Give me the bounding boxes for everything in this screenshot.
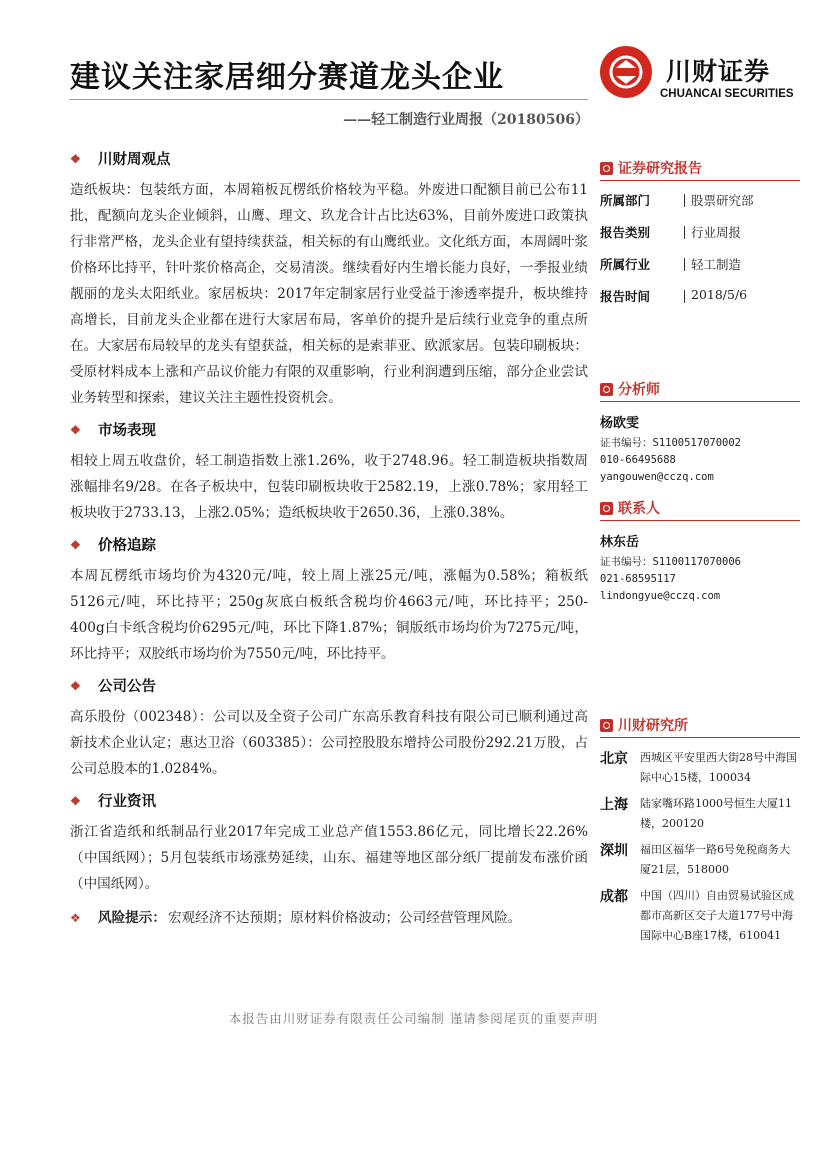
office-shanghai bbox=[600, 794, 800, 834]
office-beijing bbox=[600, 748, 800, 788]
contact-name: 林东岳 bbox=[600, 535, 640, 550]
office-address: 陆家嘴环路1000号恒生大厦11楼，200120 bbox=[640, 797, 792, 830]
info-value: 轻工制造 bbox=[691, 257, 742, 272]
main-content bbox=[70, 148, 588, 931]
office-shenzhen bbox=[600, 840, 800, 880]
analyst-email[interactable]: yangouwen@cczq.com bbox=[600, 471, 714, 483]
logo-chinese-name: 川财证券 bbox=[666, 57, 771, 86]
logo-english-name: CHUANCAI SECURITIES bbox=[660, 88, 794, 100]
office-address: 中国（四川）自由贸易试验区成都市高新区交子大道177号中海国际中心B座17楼，610041 bbox=[640, 889, 794, 942]
risk-text: 宏观经济不达预期；原材料价格波动；公司经营管理风险。 bbox=[167, 910, 522, 926]
section-market-title: 市场表现 bbox=[98, 422, 156, 439]
institute-title: 川财研究所 bbox=[618, 718, 688, 734]
section-view-title: 川财周观点 bbox=[98, 151, 171, 168]
section-company-heading bbox=[70, 675, 588, 696]
analyst-title: 分析师 bbox=[618, 382, 660, 398]
office-city: 深圳 bbox=[600, 843, 628, 859]
diamond-bullet-icon: ❖ bbox=[70, 151, 81, 166]
office-address: 福田区福华一路6号免税商务大厦21层，518000 bbox=[640, 843, 790, 876]
analyst-heading bbox=[600, 379, 800, 402]
section-market-text: 相较上周五收盘价，轻工制造指数上涨1.26%，收于2748.96。轻工制造板块指数周涨幅排名9/28。在各子板块中，包装印刷板块收于2582.19，上涨0.78%；家用轻工板块收于2733.13，上涨2.05%；造纸板块收于2650.36，上涨0.38%。 bbox=[70, 453, 588, 521]
logo-mark-icon bbox=[600, 46, 652, 98]
company-logo bbox=[600, 46, 800, 106]
section-industry-text: 浙江省造纸和纸制品行业2017年完成工业总产值1553.86亿元，同比增长22.26%（中国纸网）；5月包装纸市场涨势延续，山东、福建等地区部分纸厂提前发布涨价函（中国纸网）。 bbox=[70, 824, 588, 892]
section-price-heading bbox=[70, 534, 588, 555]
office-city: 北京 bbox=[600, 751, 628, 767]
analyst-name: 杨欧雯 bbox=[600, 416, 640, 431]
section-marker-icon bbox=[600, 719, 613, 732]
section-price-title: 价格追踪 bbox=[98, 537, 156, 554]
section-market-heading bbox=[70, 419, 588, 440]
info-label: 报告类别 bbox=[600, 225, 651, 240]
diamond-bullet-icon: ❖ bbox=[70, 537, 81, 552]
info-label: 所属部门 bbox=[600, 193, 651, 208]
institute-heading bbox=[600, 715, 800, 738]
analyst-cert: 证书编号：S1100517070002 bbox=[600, 437, 742, 449]
info-value: 行业周报 bbox=[691, 225, 742, 240]
sidebar bbox=[600, 158, 800, 952]
office-chengdu bbox=[600, 886, 800, 946]
contact-title: 联系人 bbox=[618, 501, 660, 517]
section-price-text: 本周瓦楞纸市场均价为4320元/吨，较上周上涨25元/吨，涨幅为0.58%；箱板纸5126元/吨，环比持平；250g灰底白板纸含税均价4663元/吨，环比持平；250-400g白卡纸含税均价6295元/吨，环比下降1.87%；铜版纸市场均价为7275元/吨，环比持平；双胶纸市场均价为7550元/吨，环比持平。 bbox=[70, 568, 588, 662]
contact-email[interactable]: lindongyue@cczq.com bbox=[600, 590, 721, 602]
risk-warning bbox=[70, 905, 588, 931]
report-subtitle: ——轻工制造行业周报（20180506） bbox=[343, 112, 589, 128]
info-row-industry bbox=[600, 255, 800, 287]
contact-cert: 证书编号：S1100117070006 bbox=[600, 556, 742, 568]
info-row-department bbox=[600, 191, 800, 223]
office-city: 成都 bbox=[600, 889, 628, 905]
risk-label: 风险提示： bbox=[98, 910, 166, 926]
info-separator bbox=[684, 194, 685, 207]
section-view-heading bbox=[70, 148, 588, 169]
section-view-text: 造纸板块：包装纸方面，本周箱板瓦楞纸价格较为平稳。外废进口配额目前已公布11批，配额向龙头企业倾斜，山鹰、理文、玖龙合计占比达63%，目前外废进口政策执行非常严格，龙头企业有望持续获益，相关标的有山鹰纸业。文化纸方面，本周阔叶浆价格环比持平，针叶浆价格高企，交易清淡。继续看好内生增长能力良好，一季报业绩靓丽的龙头太阳纸业。家居板块：2017年定制家居行业受益于渗透率提升，板块维持高增长，目前龙头企业都在进行大家居布局，客单价的提升是后续行业竞争的重点所在。大家居布局较早的龙头有望获益，相关标的是索菲亚、欧派家居。包装印刷板块：受原材料成本上涨和产品议价能力有限的双重影响，行业利润遭到压缩，部分企业尝试业务转型和探索，建议关注主题性投资机会。 bbox=[70, 182, 588, 406]
diamond-bullet-icon: ❖ bbox=[70, 678, 81, 693]
report-info-heading bbox=[600, 158, 800, 181]
report-info-title: 证券研究报告 bbox=[618, 161, 702, 177]
report-title: 建议关注家居细分赛道龙头企业 bbox=[70, 60, 504, 95]
info-separator bbox=[684, 290, 685, 303]
analyst-phone: 010-66495688 bbox=[600, 454, 676, 466]
section-company-title: 公司公告 bbox=[98, 678, 156, 695]
diamond-bullet-icon: ❖ bbox=[70, 911, 81, 925]
office-address: 西城区平安里西大街28号中海国际中心15楼，100034 bbox=[640, 751, 797, 784]
info-separator bbox=[684, 226, 685, 239]
section-company-text: 高乐股份（002348）：公司以及全资子公司广东高乐教育科技有限公司已顺利通过高新技术企业认定；惠达卫浴（603385）：公司控股股东增持公司股份292.21万股，占公司总股本的1.0284%。 bbox=[70, 709, 588, 777]
office-city: 上海 bbox=[600, 797, 628, 813]
contact-heading bbox=[600, 498, 800, 521]
info-separator bbox=[684, 258, 685, 271]
section-industry-heading bbox=[70, 790, 588, 811]
header-divider bbox=[70, 99, 588, 100]
footer-disclaimer: 本报告由川财证券有限责任公司编制 谨请参阅尾页的重要声明 bbox=[228, 1011, 599, 1026]
diamond-bullet-icon: ❖ bbox=[70, 793, 81, 808]
info-row-category bbox=[600, 223, 800, 255]
info-value: 2018/5/6 bbox=[691, 287, 748, 302]
info-value: 股票研究部 bbox=[691, 193, 754, 208]
diamond-bullet-icon: ❖ bbox=[70, 422, 81, 437]
contact-phone: 021-68595117 bbox=[600, 573, 676, 585]
section-marker-icon bbox=[600, 383, 613, 396]
section-industry-title: 行业资讯 bbox=[98, 793, 156, 810]
info-row-date bbox=[600, 287, 800, 319]
section-marker-icon bbox=[600, 502, 613, 515]
info-label: 所属行业 bbox=[600, 257, 651, 272]
section-marker-icon bbox=[600, 162, 613, 175]
info-label: 报告时间 bbox=[600, 289, 651, 304]
